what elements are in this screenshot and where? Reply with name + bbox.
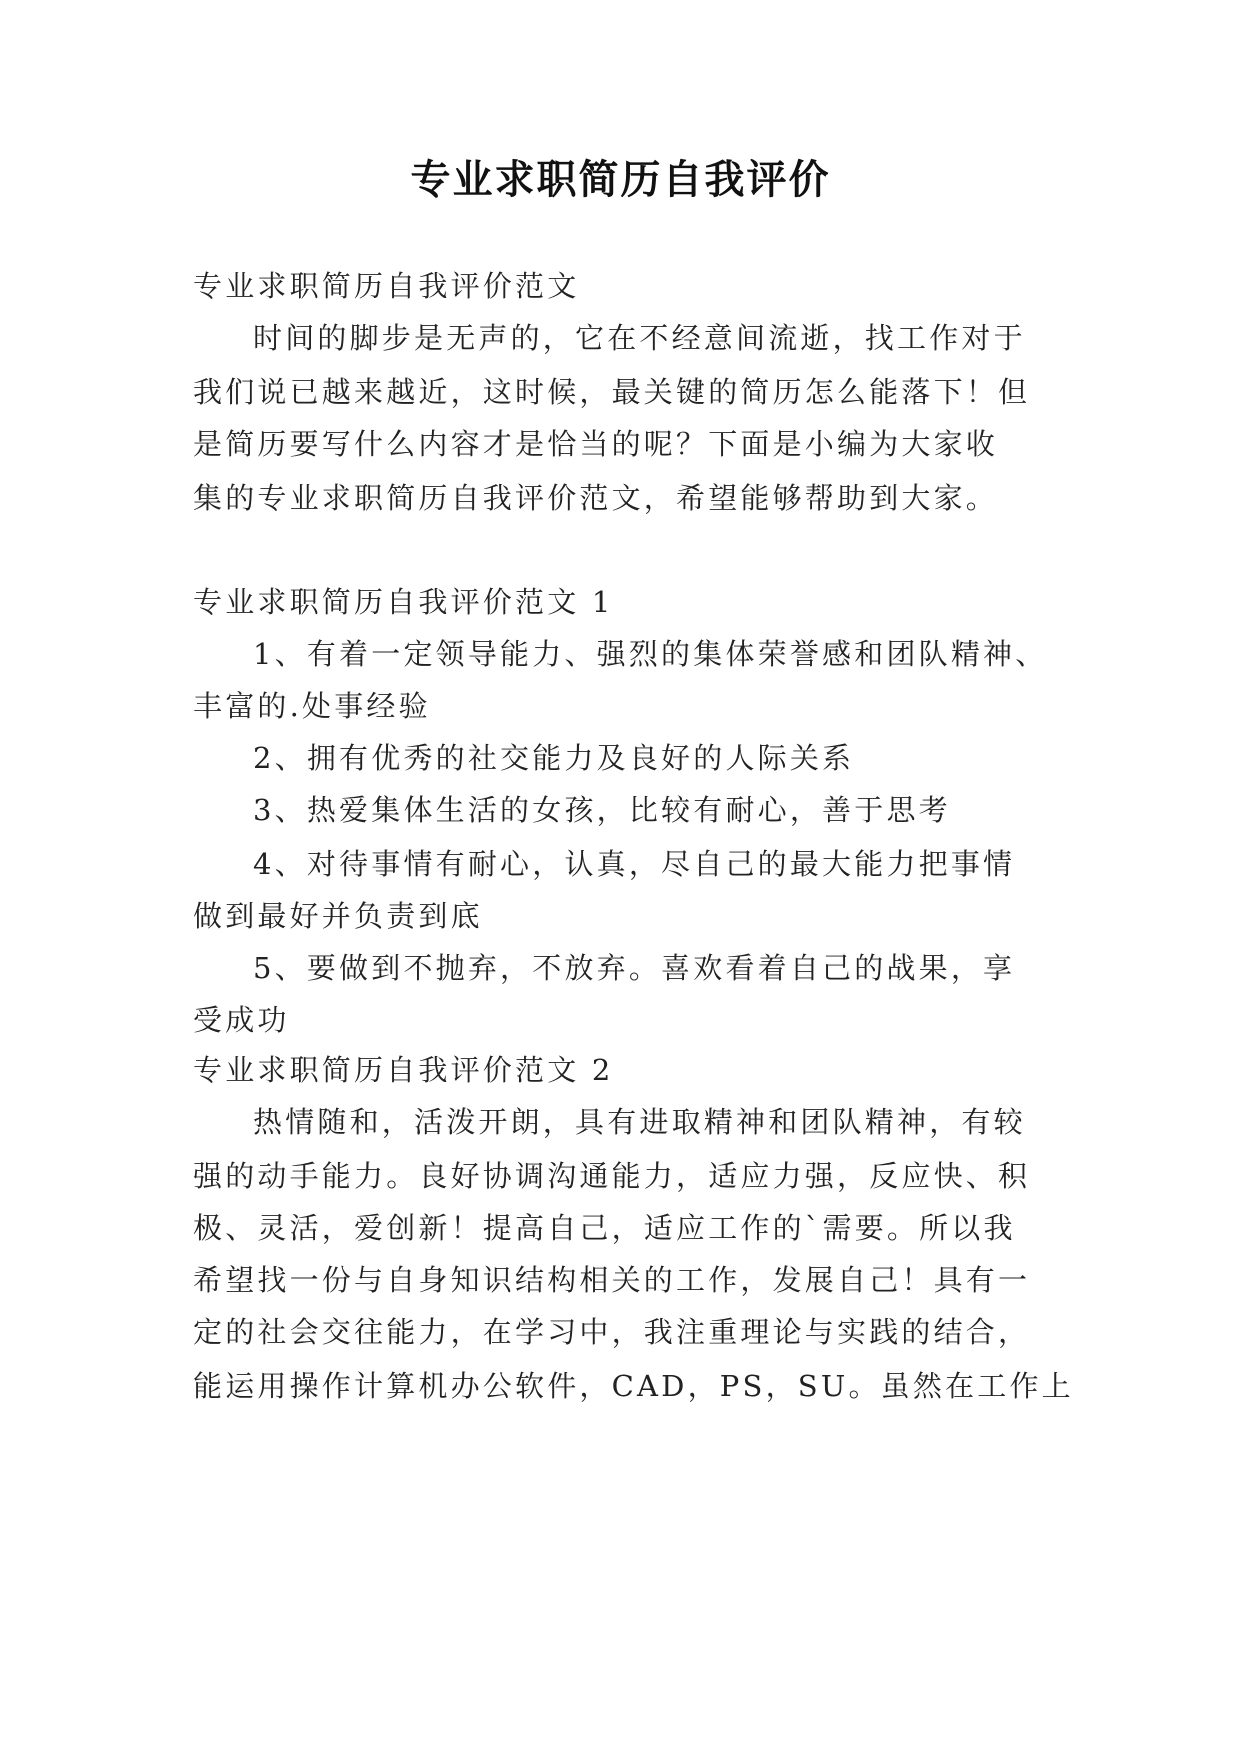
list-item-line: 丰富的.处事经验 — [193, 689, 431, 723]
list-item-line: 4、对待事情有耐心，认真，尽自己的最大能力把事情 — [253, 847, 1016, 881]
paragraph-line: 热情随和，活泼开朗，具有进取精神和团队精神，有较 — [253, 1105, 1026, 1139]
section-heading-1: 专业求职简历自我评价范文 1 — [193, 585, 614, 619]
paragraph-line: 强的动手能力。良好协调沟通能力，适应力强，反应快、积 — [193, 1159, 1031, 1193]
paragraph-line: 时间的脚步是无声的，它在不经意间流逝，找工作对于 — [253, 321, 1026, 355]
list-item-line: 5、要做到不抛弃，不放弃。喜欢看着自己的战果，享 — [253, 951, 1016, 985]
list-item-line: 1、有着一定领导能力、强烈的集体荣誉感和团队精神、 — [253, 637, 1048, 671]
paragraph-line: 能运用操作计算机办公软件，CAD，PS，SU。虽然在工作上 — [193, 1369, 1074, 1403]
paragraph-line: 希望找一份与自身知识结构相关的工作，发展自己！具有一 — [193, 1263, 1031, 1297]
document-title: 专业求职简历自我评价 — [410, 156, 831, 203]
paragraph-line: 极、灵活，爱创新！提高自己，适应工作的`需要。所以我 — [193, 1211, 1016, 1245]
list-item-line: 受成功 — [193, 1003, 290, 1037]
list-item-line: 2、拥有优秀的社交能力及良好的人际关系 — [253, 741, 855, 775]
paragraph-line: 集的专业求职简历自我评价范文，希望能够帮助到大家。 — [193, 481, 999, 515]
intro-heading: 专业求职简历自我评价范文 — [193, 269, 580, 303]
list-item-line: 3、热爱集体生活的女孩，比较有耐心，善于思考 — [253, 793, 951, 827]
list-item-line: 做到最好并负责到底 — [193, 899, 483, 933]
section-heading-2: 专业求职简历自我评价范文 2 — [193, 1053, 614, 1087]
paragraph-line: 是简历要写什么内容才是恰当的呢？下面是小编为大家收 — [193, 427, 999, 461]
paragraph-line: 定的社会交往能力，在学习中，我注重理论与实践的结合， — [193, 1315, 1031, 1349]
paragraph-line: 我们说已越来越近，这时候，最关键的简历怎么能落下！但 — [193, 375, 1031, 409]
